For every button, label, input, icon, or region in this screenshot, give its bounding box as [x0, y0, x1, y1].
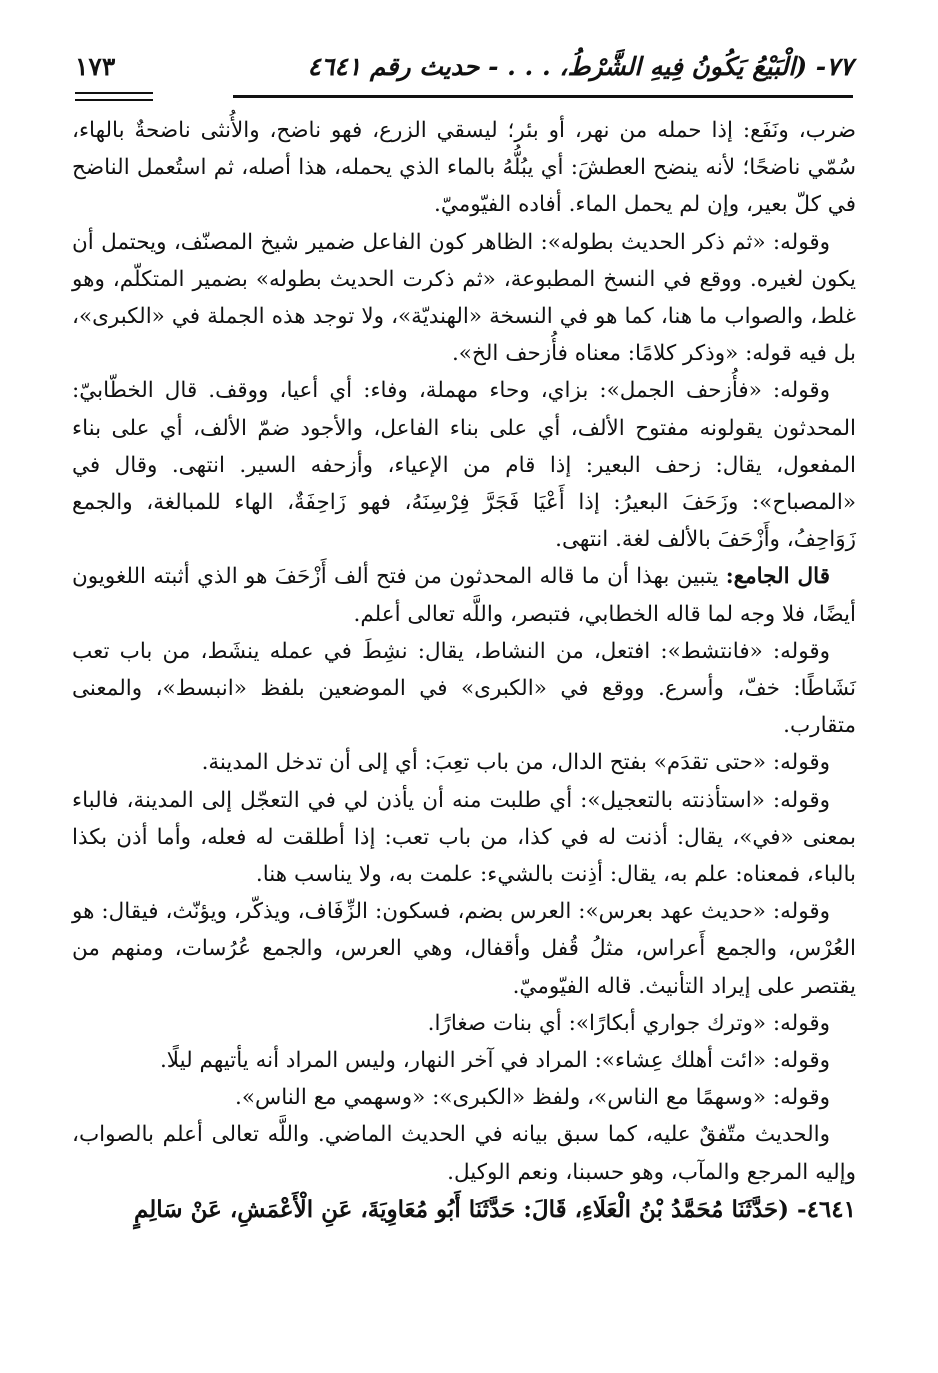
page-number: ١٧٣: [75, 51, 116, 81]
paragraph: ضرب، ونَفَع: إذا حمله من نهر، أو بئر؛ ليسقي الزرع، فهو ناضح، والأُنثى ناضحةٌ بالهاء، سُمّي ناضحًا؛ لأنه ينضح العطشَ: أي يبُلُّهُ بالماء الذي يحمله، هذا أصله، ثم استُعمل الناضح في كلّ بعير، وإن لم يحمل الماء. أفاده الفيّوميّ.: [72, 118, 856, 218]
paragraph: [72, 558, 856, 632]
page-number-rule-bottom: [75, 99, 153, 101]
page-number-rule-top: [75, 92, 153, 94]
paragraph: وقوله: «وترك جواري أبكارًا»: أي بنات صغارًا.: [427, 1010, 830, 1036]
paragraph: وقوله: «استأذنته بالتعجيل»: أي طلبت منه أن يأذن لي في التعجّل إلى المدينة، فالباء بمعنى «في»، يقال: أذنت له في كذا، من باب تعب: إذا أطلقت له فعله، وأما أذن بكذا بالباء، فمعناه: علم به، يقال: أذِنت بالشيء: علمت به، ولا يناسب هنا.: [72, 787, 856, 888]
paragraph: وقوله: «حتى تقدَم» بفتح الدال، من باب تعِبَ: أي إلى أن تدخل المدينة.: [201, 750, 830, 776]
running-title: ٧٧- (الْبَيْعُ يَكُونُ فِيهِ الشَّرْطُ، . . . - حديث رقم ٤٦٤١: [307, 51, 853, 81]
page-header: [75, 46, 853, 86]
paragraph: وقوله: «حديث عهد بعرس»: العرس بضم، فسكون: الزِّفَاف، ويذكّر، ويؤنّث، فيقال: هو العُرْس، والجمع أَعراس، مثلُ قُفل وأقفال، وهي العرس، والجمع عُرُسات، ومنهم من يقتصر على إيراد التأنيث. قاله الفيّوميّ.: [72, 899, 856, 999]
jami-label: قال الجامع:: [725, 564, 830, 590]
paragraph: والحديث متّفقٌ عليه، كما سبق بيانه في الحديث الماضي. واللَّه تعالى أعلم بالصواب، وإليه المرجع والمآب، وهو حسبنا، ونعم الوكيل.: [72, 1122, 856, 1185]
header-rule: [233, 95, 853, 98]
paragraph: وقوله: «فأُزحف الجمل»: بزاي، وحاء مهملة، وفاء: أي أعيا، ووقف. قال الخطّابيّ: المحدثون يقولونه مفتوح الألف، أي على بناء الفاعل، والأجود ضمّ الألف، أي على بناء المفعول، يقال: زحف البعير: إذا قام من الإعياء، وأزحفه السير. انتهى. وقال في «المصباح»: وزَحَفَ البعيرُ: إذا أَعْيَا فَجَرَّ فِرْسِنَهُ، فهو زَاحِفَةٌ، الهاء للمبالغة، والجمع زَوَاحِفُ، وأَزْحَفَ بالألف لغة. انتهى.: [72, 378, 856, 553]
paragraph: وقوله: «فانتشط»: افتعل، من النشاط، يقال: نشِطَ في عمله ينشَط، من باب تعب نَشَاطًا: خفّ، وأسرع. ووقع في «الكبرى» في الموضعين بلفظ «انبسط»، والمعنى متقارب.: [72, 638, 856, 739]
paragraph: وقوله: «وسهمًا مع الناس»، ولفظ «الكبرى»: «وسهمي مع الناس».: [235, 1085, 830, 1111]
paragraph: وقوله: «ائت أهلك عِشاء»: المراد في آخر النهار، وليس المراد أنه يأتيهم ليلًا.: [159, 1048, 830, 1074]
main-text: [72, 112, 856, 1228]
jami-text: يتبين بهذا أن ما قاله المحدثون من فتح ألف أَزْحَفَ هو الذي أثبته اللغويون أيضًا، فلا وجه لما قاله الخطابي، فتبصر، واللَّه تعالى أعلم.: [72, 564, 856, 627]
paragraph: وقوله: «ثم ذكر الحديث بطوله»: الظاهر كون الفاعل ضمير شيخ المصنّف، ويحتمل أن يكون لغيره. ووقع في النسخ المطبوعة، «ثم ذكرت الحديث بطوله» بضمير المتكلّم، وهو غلط، والصواب ما هنا، كما هو في النسخة «الهنديّة»، ولا توجد هذه الجملة في «الكبرى»، بل فيه قوله: «وذكر كلامًا: معناه فأُزحف الخ».: [72, 229, 856, 367]
hadith-heading: ٤٦٤١- (حَدَّثَنَا مُحَمَّدُ بْنُ الْعَلَاءِ، قَالَ: حَدَّثَنَا أَبُو مُعَاوِيَةَ، عَنِ الْأَعْمَشِ، عَنْ سَالِمٍ: [133, 1195, 856, 1223]
